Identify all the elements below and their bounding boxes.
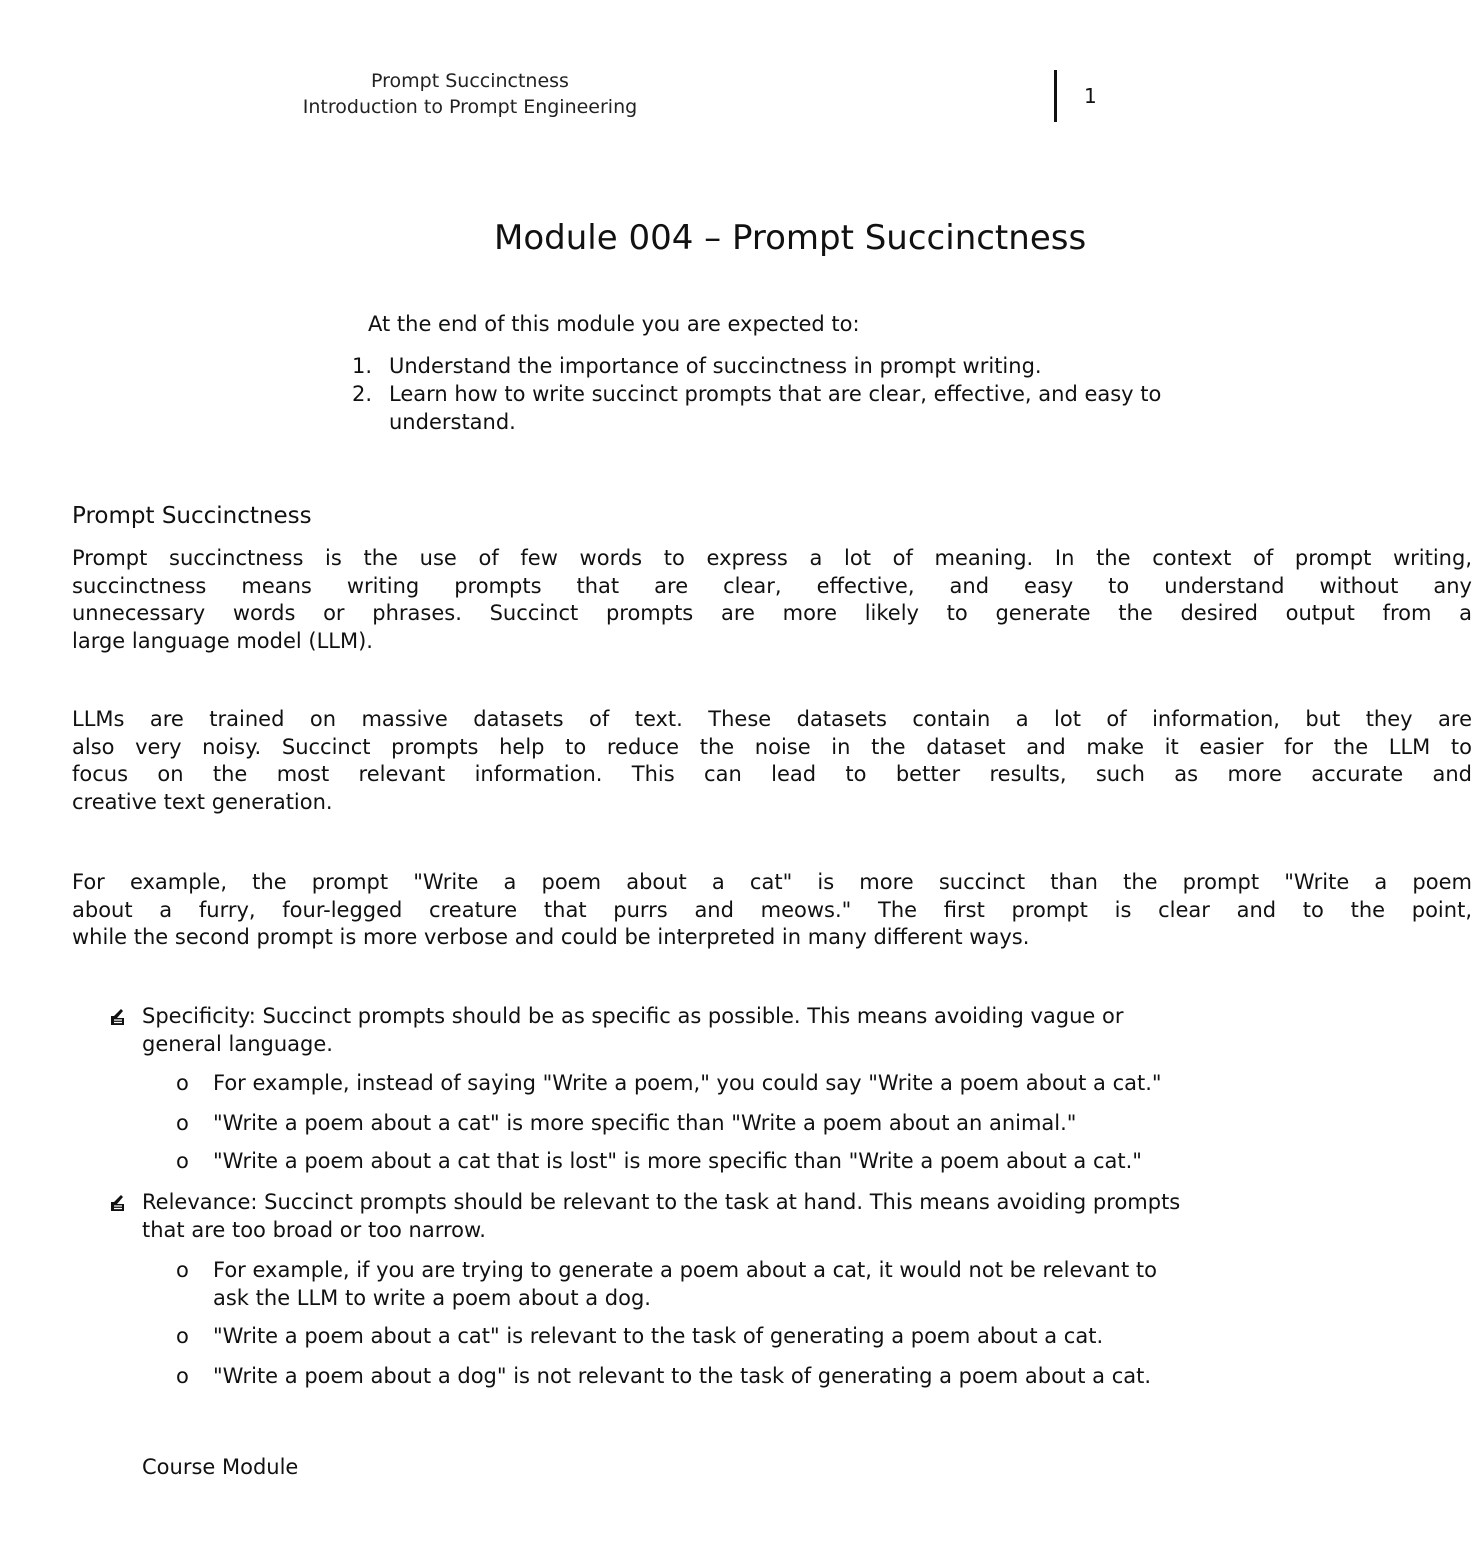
footer-text: Course Module — [142, 1455, 299, 1479]
paragraph-line: unnecessary words or phrases. Succinct prompts are more likely to generate the desired output from a — [72, 601, 1472, 625]
paragraph — [72, 545, 1472, 655]
paragraph-line: about a furry, four-legged creature that purrs and meows." The first prompt is clear and to the point, — [72, 897, 1472, 922]
paragraph-line: creative text generation. — [72, 789, 333, 814]
sub-bullet-marker: o — [176, 1071, 189, 1095]
page-number: 1 — [1084, 84, 1097, 108]
paragraph-line: large language model (LLM). — [72, 628, 373, 653]
paragraph-line: while the second prompt is more verbose and could be interpreted in many different ways. — [72, 925, 1030, 949]
sub-bullet-marker: o — [176, 1324, 189, 1348]
header-subtitle: Introduction to Prompt Engineering — [302, 96, 638, 118]
section-heading: Prompt Succinctness — [72, 503, 312, 529]
sub-bullet-text: "Write a poem about a cat" is relevant to the task of generating a poem about a cat. — [213, 1324, 1104, 1348]
objective-number: 1. — [352, 354, 373, 378]
module-title: Module 004 – Prompt Succinctness — [494, 218, 1087, 258]
paragraph-line: also very noisy. Succinct prompts help to reduce the noise in the dataset and make it easier for the LLM to — [72, 734, 1472, 759]
sub-bullet-marker: o — [176, 1149, 189, 1173]
sub-bullet-marker: o — [176, 1111, 189, 1135]
objective-item — [352, 380, 1161, 436]
sub-bullet-text: For example, instead of saying "Write a poem," you could say "Write a poem about a cat." — [213, 1071, 1162, 1095]
sub-bullet-text: For example, if you are trying to generate a poem about a cat, it would not be relevant to — [213, 1258, 1157, 1282]
paragraph-line: succinctness means writing prompts that are clear, effective, and easy to understand without any — [72, 573, 1472, 598]
hand-pointer-icon — [108, 1193, 128, 1213]
paragraph — [72, 869, 1472, 952]
hand-pointer-icon — [108, 1007, 128, 1027]
paragraph-line: Prompt succinctness is the use of few words to express a lot of meaning. In the context of prompt writing, — [72, 546, 1472, 570]
sub-bullet-text: "Write a poem about a cat that is lost" is more specific than "Write a poem about a cat." — [213, 1149, 1142, 1173]
objective-text: understand. — [389, 410, 516, 434]
paragraph — [72, 706, 1472, 816]
bullet-text: general language. — [142, 1031, 333, 1056]
objective-item — [352, 352, 1042, 380]
bullet-text: Relevance: Succinct prompts should be relevant to the task at hand. This means avoiding prompts — [142, 1190, 1181, 1214]
paragraph-line: For example, the prompt "Write a poem about a cat" is more succinct than the prompt "Write a poem — [72, 870, 1472, 894]
objective-text: Understand the importance of succinctness in prompt writing. — [389, 354, 1042, 378]
bullet-text: Specificity: Succinct prompts should be as specific as possible. This means avoiding vague or — [142, 1004, 1124, 1028]
sub-bullet-marker: o — [176, 1364, 189, 1388]
objectives-intro: At the end of this module you are expected to: — [368, 312, 860, 336]
bullet-text: that are too broad or too narrow. — [142, 1217, 486, 1242]
header-title: Prompt Succinctness — [371, 70, 569, 92]
objective-number: 2. — [352, 382, 373, 406]
sub-bullet-text: "Write a poem about a cat" is more specific than "Write a poem about an animal." — [213, 1111, 1077, 1135]
sub-bullet-text: ask the LLM to write a poem about a dog. — [213, 1285, 651, 1310]
sub-bullet-text: "Write a poem about a dog" is not relevant to the task of generating a poem about a cat. — [213, 1364, 1152, 1388]
paragraph-line: focus on the most relevant information. This can lead to better results, such as more accurate and — [72, 762, 1472, 786]
sub-bullet-marker: o — [176, 1258, 189, 1282]
header-divider — [1054, 70, 1057, 122]
objective-text: Learn how to write succinct prompts that are clear, effective, and easy to — [389, 382, 1162, 406]
paragraph-line: LLMs are trained on massive datasets of text. These datasets contain a lot of information, but they are — [72, 707, 1472, 731]
